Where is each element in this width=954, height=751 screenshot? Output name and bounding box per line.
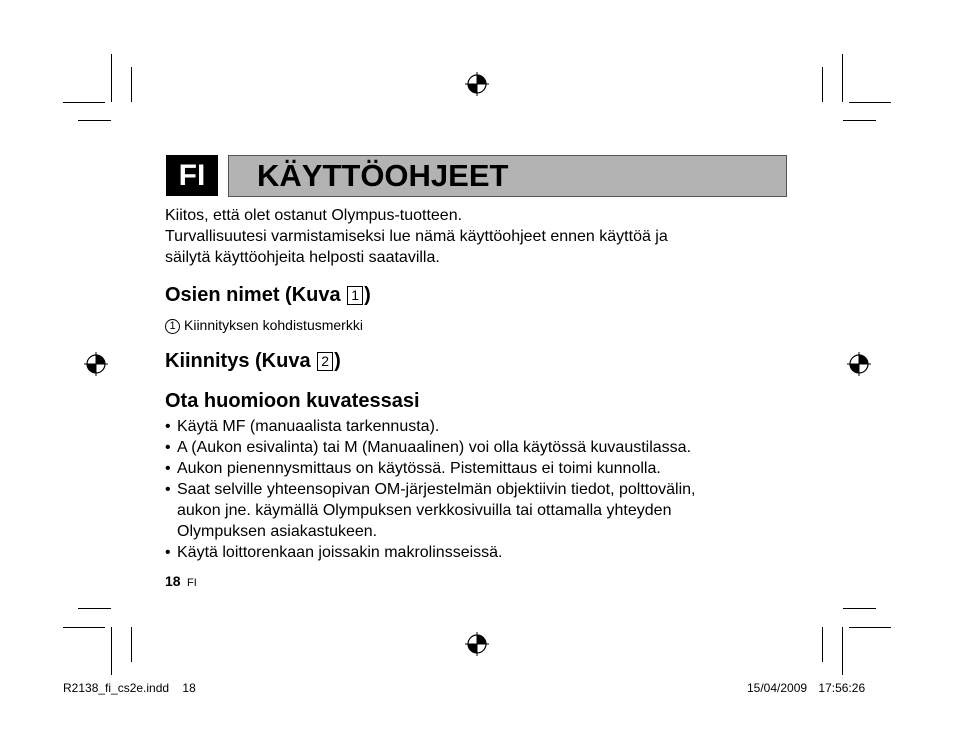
parts-item: [165, 316, 363, 334]
crop-mark: [78, 120, 111, 121]
heading-text: Kiinnitys (Kuva: [165, 350, 311, 372]
parts-item-label: Kiinnityksen kohdistusmerkki: [184, 317, 363, 333]
language-code: FI: [178, 158, 206, 192]
section-heading-notes: Ota huomioon kuvatessasi: [165, 390, 420, 412]
page-number: [165, 573, 197, 591]
list-item: [165, 542, 805, 563]
crop-mark: [842, 54, 843, 102]
bullet: •: [165, 544, 171, 561]
crop-mark: [822, 627, 823, 662]
crop-mark: [131, 67, 132, 102]
bullet: •: [165, 439, 171, 456]
page-lang: FI: [187, 577, 197, 589]
item-number-circle: 1: [165, 319, 180, 334]
section-heading-mount: [165, 349, 341, 373]
list-item-text: Saat selville yhteensopivan OM-järjestelmän objektiivin tiedot, polttovälin,: [177, 481, 696, 498]
file-page: 18: [182, 681, 196, 695]
crop-mark: [822, 67, 823, 102]
list-item: [165, 416, 805, 437]
intro-line: säilytä käyttöohjeita helposti saatavilla.: [165, 249, 440, 266]
file-name: R2138_fi_cs2e.indd: [63, 681, 170, 695]
registration-mark-icon: [465, 72, 489, 96]
print-footer-right: [747, 681, 865, 695]
heading-suffix: ): [364, 284, 371, 306]
print-time: 17:56:26: [818, 681, 866, 695]
section-heading-parts: [165, 283, 371, 307]
heading-text: Osien nimet (Kuva: [165, 284, 341, 306]
registration-mark-icon: [465, 632, 489, 656]
crop-mark: [843, 120, 876, 121]
page-title: KÄYTTÖOHJEET: [257, 158, 509, 193]
figure-number-box: 1: [347, 286, 363, 305]
registration-mark-icon: [847, 352, 871, 376]
crop-mark: [63, 102, 105, 103]
intro-line: Turvallisuutesi varmistamiseksi lue nämä käyttöohjeet ennen käyttöä ja: [165, 228, 668, 245]
intro-line: Kiitos, että olet ostanut Olympus-tuotteen.: [165, 207, 463, 224]
crop-mark: [78, 608, 111, 609]
page-number-value: 18: [165, 573, 181, 589]
registration-mark-icon: [84, 352, 108, 376]
list-item-text: Olympuksen asiakastukeen.: [177, 523, 378, 540]
crop-mark: [111, 627, 112, 675]
list-item: [165, 458, 805, 479]
print-date: 15/04/2009: [747, 681, 808, 695]
bullet: •: [165, 460, 171, 477]
crop-mark: [131, 627, 132, 662]
bullet: •: [165, 418, 171, 435]
bullet: •: [165, 481, 171, 498]
list-item: [165, 437, 805, 458]
list-item-text: Aukon pienennysmittaus on käytössä. Pistemittaus ei toimi kunnolla.: [177, 460, 661, 477]
crop-mark: [63, 627, 105, 628]
notes-list: [165, 416, 805, 563]
crop-mark: [849, 627, 891, 628]
figure-number-box: 2: [317, 352, 333, 371]
heading-suffix: ): [334, 350, 341, 372]
intro-text: [165, 205, 668, 268]
list-item-text: aukon jne. käymällä Olympuksen verkkosivuilla tai ottamalla yhteyden: [177, 502, 672, 519]
crop-mark: [842, 627, 843, 675]
list-item: [165, 479, 805, 542]
crop-mark: [849, 102, 891, 103]
print-footer-left: [63, 681, 196, 695]
crop-mark: [843, 608, 876, 609]
list-item-text: A (Aukon esivalinta) tai M (Manuaalinen) voi olla käytössä kuvaustilassa.: [177, 439, 692, 456]
list-item-text: Käytä loittorenkaan joissakin makrolinsseissä.: [177, 544, 503, 561]
language-badge: [166, 155, 218, 196]
title-bar: [228, 155, 787, 197]
crop-mark: [111, 54, 112, 102]
list-item-text: Käytä MF (manuaalista tarkennusta).: [177, 418, 440, 435]
